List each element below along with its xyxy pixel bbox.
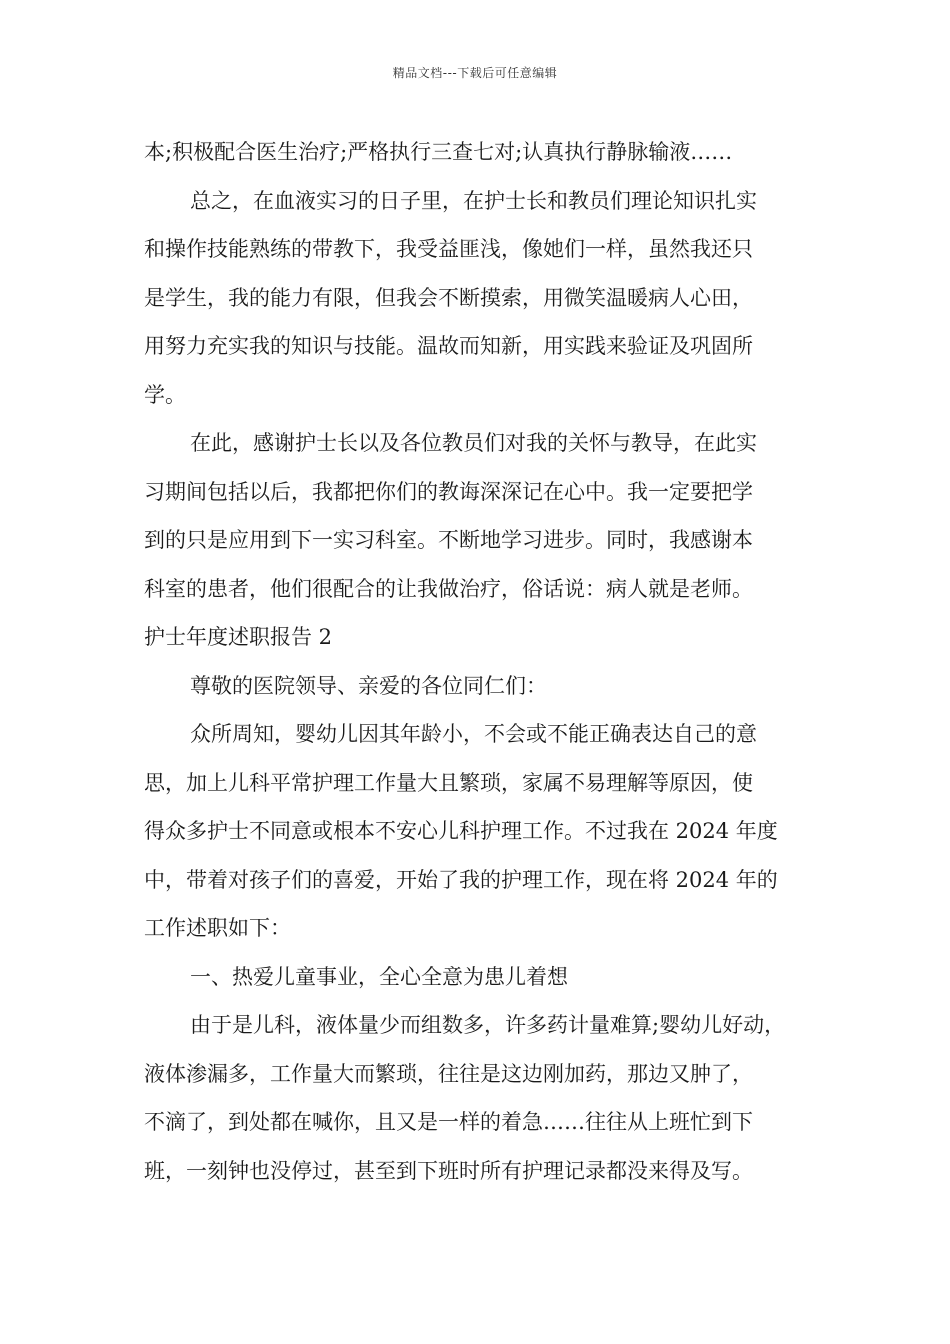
text-line: 众所周知，婴幼儿因其年龄小，不会或不能正确表达自己的意 xyxy=(190,722,757,746)
text-line: 总之，在血液实习的日子里，在护士长和教员们理论知识扎实 xyxy=(190,188,757,213)
text-line: 护士年度述职报告 2 xyxy=(144,625,333,649)
text-line: 工作述职如下： xyxy=(144,916,291,940)
text-line: 到的只是应用到下一实习科室。不断地学习进步。同时，我感谢本 xyxy=(144,528,753,552)
text-line: 思，加上儿科平常护理工作量大且繁琐，家属不易理解等原因，使 xyxy=(144,770,753,795)
text-line: 是学生，我的能力有限，但我会不断摸索，用微笑温暖病人心田， xyxy=(144,285,753,310)
text-line: 在此，感谢护士长以及各位教员们对我的关怀与教导，在此实 xyxy=(190,431,757,455)
text-line: 学。 xyxy=(144,382,186,407)
text-line: 本;积极配合医生治疗;严格执行三查七对;认真执行静脉输液…… xyxy=(144,140,733,164)
page-header: 精品文档---下载后可任意编辑 xyxy=(392,66,558,80)
text-line: 由于是儿科，液体量少而组数多，许多药计量难算;婴幼儿好动， xyxy=(190,1013,786,1037)
text-line: 液体渗漏多，工作量大而繁琐，往往是这边刚加药，那边又肿了， xyxy=(144,1061,753,1086)
text-line: 一、热爱儿童事业，全心全意为患儿着想 xyxy=(190,964,568,989)
text-line: 科室的患者，他们很配合的让我做治疗，俗话说：病人就是老师。 xyxy=(144,576,753,601)
text-line: 尊敬的医院领导、亲爱的各位同仁们： xyxy=(190,673,547,698)
text-line: 用努力充实我的知识与技能。温故而知新，用实践来验证及巩固所 xyxy=(144,334,753,358)
text-line: 班，一刻钟也没停过，甚至到下班时所有护理记录都没来得及写。 xyxy=(144,1158,753,1183)
text-line: 中，带着对孩子们的喜爱，开始了我的护理工作，现在将 2024 年的 xyxy=(144,867,778,892)
text-line: 得众多护士不同意或根本不安心儿科护理工作。不过我在 2024 年度 xyxy=(144,819,778,843)
text-line: 习期间包括以后，我都把你们的教诲深深记在心中。我一定要把学 xyxy=(144,479,753,504)
text-line: 不滴了，到处都在喊你，且又是一样的着急……往往从上班忙到下 xyxy=(144,1110,753,1134)
document-body xyxy=(144,128,824,1195)
text-line: 和操作技能熟练的带教下，我受益匪浅，像她们一样，虽然我还只 xyxy=(144,237,753,261)
